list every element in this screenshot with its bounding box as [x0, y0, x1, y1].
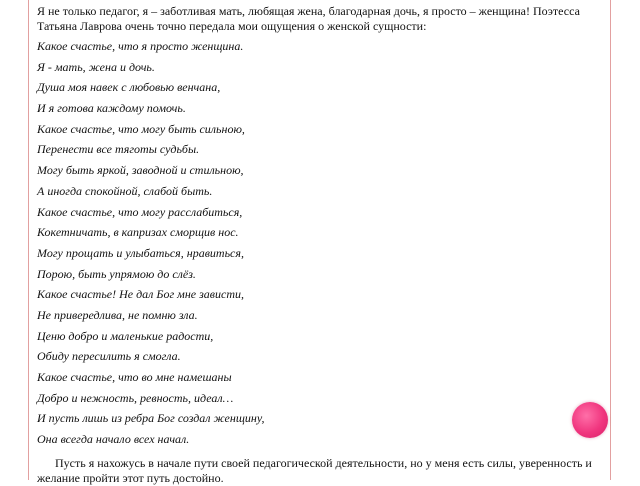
pink-circle-icon[interactable] — [572, 402, 608, 438]
left-margin-rule — [28, 0, 29, 480]
poem-line: Кокетничать, в капризах сморщив нос. — [37, 225, 239, 240]
poem-line: Порою, быть упрямою до слёз. — [37, 266, 196, 281]
poem-line: Могу быть яркой, заводной и стильною, — [37, 163, 244, 178]
poem — [37, 39, 603, 453]
right-margin-rule — [610, 0, 611, 480]
poem-line: Добро и нежность, ревность, идеал… — [37, 390, 234, 405]
poem-line: И пусть лишь из ребра Бог создал женщину, — [37, 411, 265, 426]
poem-line: И я готова каждому помочь. — [37, 101, 186, 116]
poem-line: Ценю добро и маленькие радости, — [37, 328, 214, 343]
poem-line: Могу прощать и улыбаться, нравиться, — [37, 245, 244, 260]
slide-text — [37, 4, 603, 486]
poem-line: Перенести все тяготы судьбы. — [37, 142, 200, 157]
poem-line: Она всегда начало всех начал. — [37, 432, 190, 447]
poem-line: Какое счастье! Не дал Бог мне зависти, — [37, 287, 244, 302]
poem-line: Обиду пересилить я смогла. — [37, 349, 181, 364]
poem-line: А иногда спокойной, слабой быть. — [37, 183, 213, 198]
poem-line: Какое счастье, что могу быть сильною, — [37, 121, 245, 136]
intro-paragraph: Я не только педагог, я – заботливая мать, любящая жена, благодарная дочь, я просто – женщина! Поэтесса Татьяна Лаврова очень точно передала мои ощущения о женской сущности: — [37, 4, 580, 33]
poem-line: Я - мать, жена и дочь. — [37, 59, 155, 74]
poem-line: Какое счастье, что я просто женщина. — [37, 39, 244, 53]
poem-line: Не привередлива, не помню зла. — [37, 307, 198, 322]
closing-paragraph: Пусть я нахожусь в начале пути своей педагогической деятельности, но у меня есть силы, уверенность и желание пройти этот путь достойно. — [37, 455, 592, 485]
poem-line: Какое счастье, что могу расслабиться, — [37, 204, 243, 219]
poem-line: Душа моя навек с любовью венчана, — [37, 80, 221, 95]
poem-line: Какое счастье, что во мне намешаны — [37, 370, 232, 384]
